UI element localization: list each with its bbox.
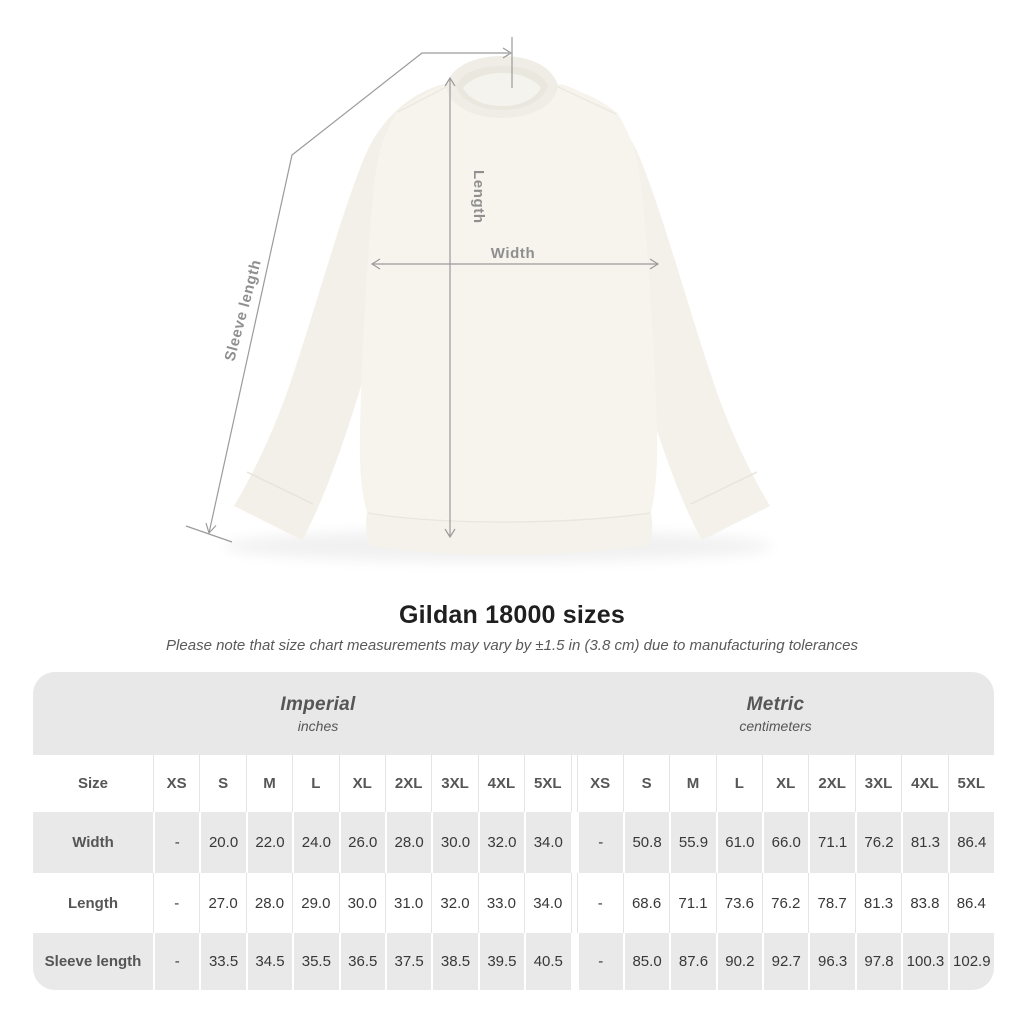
metric-value-cell: 96.3 xyxy=(808,933,854,990)
measurement-row xyxy=(33,933,994,990)
metric-value-cell: 78.7 xyxy=(808,873,854,933)
size-table-rows xyxy=(33,755,994,990)
metric-value-cell: 100.3 xyxy=(901,933,947,990)
metric-value-cell: 76.2 xyxy=(762,873,808,933)
metric-value-cell: 76.2 xyxy=(855,812,901,873)
imperial-value-cell: 28.0 xyxy=(385,812,431,873)
size-column-header: XS xyxy=(577,755,623,812)
measurement-row xyxy=(33,873,994,933)
metric-value-cell: 81.3 xyxy=(901,812,947,873)
imperial-label: Imperial xyxy=(280,693,356,715)
size-column-header: 4XL xyxy=(478,755,524,812)
metric-value-cell: 55.9 xyxy=(669,812,715,873)
imperial-value-cell: 33.5 xyxy=(199,933,245,990)
metric-value-cell: 68.6 xyxy=(623,873,669,933)
imperial-value-cell: 20.0 xyxy=(199,812,245,873)
metric-value-cell: 66.0 xyxy=(762,812,808,873)
unit-section-band xyxy=(33,672,994,755)
imperial-value-cell: 39.5 xyxy=(478,933,524,990)
imperial-unit-label: inches xyxy=(297,717,339,734)
metric-value-cell: 81.3 xyxy=(855,873,901,933)
imperial-value-cell: 24.0 xyxy=(292,812,338,873)
size-header-row xyxy=(33,755,994,812)
imperial-value-cell: 36.5 xyxy=(339,933,385,990)
metric-value-cell: 71.1 xyxy=(808,812,854,873)
metric-value-cell: 61.0 xyxy=(716,812,762,873)
size-column-header: L xyxy=(716,755,762,812)
sleeve-length-label: Sleeve length xyxy=(221,257,265,364)
size-column-header: S xyxy=(623,755,669,812)
size-column-header: XS xyxy=(153,755,199,812)
sleeve-bottom-tick xyxy=(186,526,232,542)
metric-value-cell: 90.2 xyxy=(716,933,762,990)
size-column-header: S xyxy=(199,755,245,812)
metric-value-cell: 73.6 xyxy=(716,873,762,933)
metric-value-cell: 83.8 xyxy=(901,873,947,933)
imperial-value-cell: 30.0 xyxy=(431,812,477,873)
size-column-header: 5XL xyxy=(948,755,994,812)
imperial-value-cell: 34.0 xyxy=(524,812,570,873)
size-column-header: 2XL xyxy=(808,755,854,812)
metric-value-cell: 92.7 xyxy=(762,933,808,990)
imperial-value-cell: 31.0 xyxy=(385,873,431,933)
metric-value-cell: 87.6 xyxy=(669,933,715,990)
size-column-header: XL xyxy=(339,755,385,812)
size-chart-table xyxy=(33,672,994,990)
metric-value-cell: - xyxy=(577,933,623,990)
size-column-header: 2XL xyxy=(385,755,431,812)
imperial-value-cell: 37.5 xyxy=(385,933,431,990)
metric-value-cell: 102.9 xyxy=(948,933,994,990)
row-label: Length xyxy=(68,894,118,912)
imperial-value-cell: 22.0 xyxy=(246,812,292,873)
size-column-header: 5XL xyxy=(524,755,570,812)
size-column-header: L xyxy=(292,755,338,812)
metric-value-cell: 86.4 xyxy=(948,812,994,873)
imperial-value-cell: 27.0 xyxy=(199,873,245,933)
metric-value-cell: 97.8 xyxy=(855,933,901,990)
size-column-header: 4XL xyxy=(901,755,947,812)
imperial-value-cell: - xyxy=(153,812,199,873)
row-label: Width xyxy=(72,834,114,851)
imperial-value-cell: - xyxy=(153,933,199,990)
imperial-value-cell: 34.0 xyxy=(524,873,570,933)
metric-value-cell: - xyxy=(577,873,623,933)
metric-value-cell: 50.8 xyxy=(623,812,669,873)
imperial-section-header xyxy=(33,672,573,755)
imperial-value-cell: 33.0 xyxy=(478,873,524,933)
page-title: Gildan 18000 sizes xyxy=(399,601,625,629)
imperial-value-cell: 32.0 xyxy=(431,873,477,933)
size-column-header: M xyxy=(246,755,292,812)
size-column-header: 3XL xyxy=(855,755,901,812)
metric-value-cell: - xyxy=(577,812,623,873)
metric-value-cell: 85.0 xyxy=(623,933,669,990)
imperial-value-cell: 29.0 xyxy=(292,873,338,933)
metric-value-cell: 86.4 xyxy=(948,873,994,933)
imperial-value-cell: 35.5 xyxy=(292,933,338,990)
metric-unit-label: centimeters xyxy=(739,717,812,734)
imperial-value-cell: 32.0 xyxy=(478,812,524,873)
size-column-header: M xyxy=(669,755,715,812)
measurement-row xyxy=(33,812,994,873)
metric-label: Metric xyxy=(746,693,805,715)
imperial-value-cell: 26.0 xyxy=(339,812,385,873)
imperial-value-cell: - xyxy=(153,873,199,933)
width-label: Width xyxy=(490,245,536,262)
garment-body xyxy=(360,84,657,521)
imperial-value-cell: 38.5 xyxy=(431,933,477,990)
imperial-value-cell: 28.0 xyxy=(246,873,292,933)
size-corner-header: Size xyxy=(77,775,108,792)
size-column-header: XL xyxy=(762,755,808,812)
length-label: Length xyxy=(470,170,487,224)
imperial-value-cell: 40.5 xyxy=(524,933,570,990)
imperial-value-cell: 34.5 xyxy=(246,933,292,990)
metric-value-cell: 71.1 xyxy=(669,873,715,933)
tolerance-note: Please note that size chart measurements may vary by ±1.5 in (3.8 cm) due to manufacturing tolerances xyxy=(166,637,858,654)
size-column-header: 3XL xyxy=(431,755,477,812)
imperial-value-cell: 30.0 xyxy=(339,873,385,933)
row-label: Sleeve length xyxy=(44,953,142,970)
metric-section-header xyxy=(573,672,994,755)
